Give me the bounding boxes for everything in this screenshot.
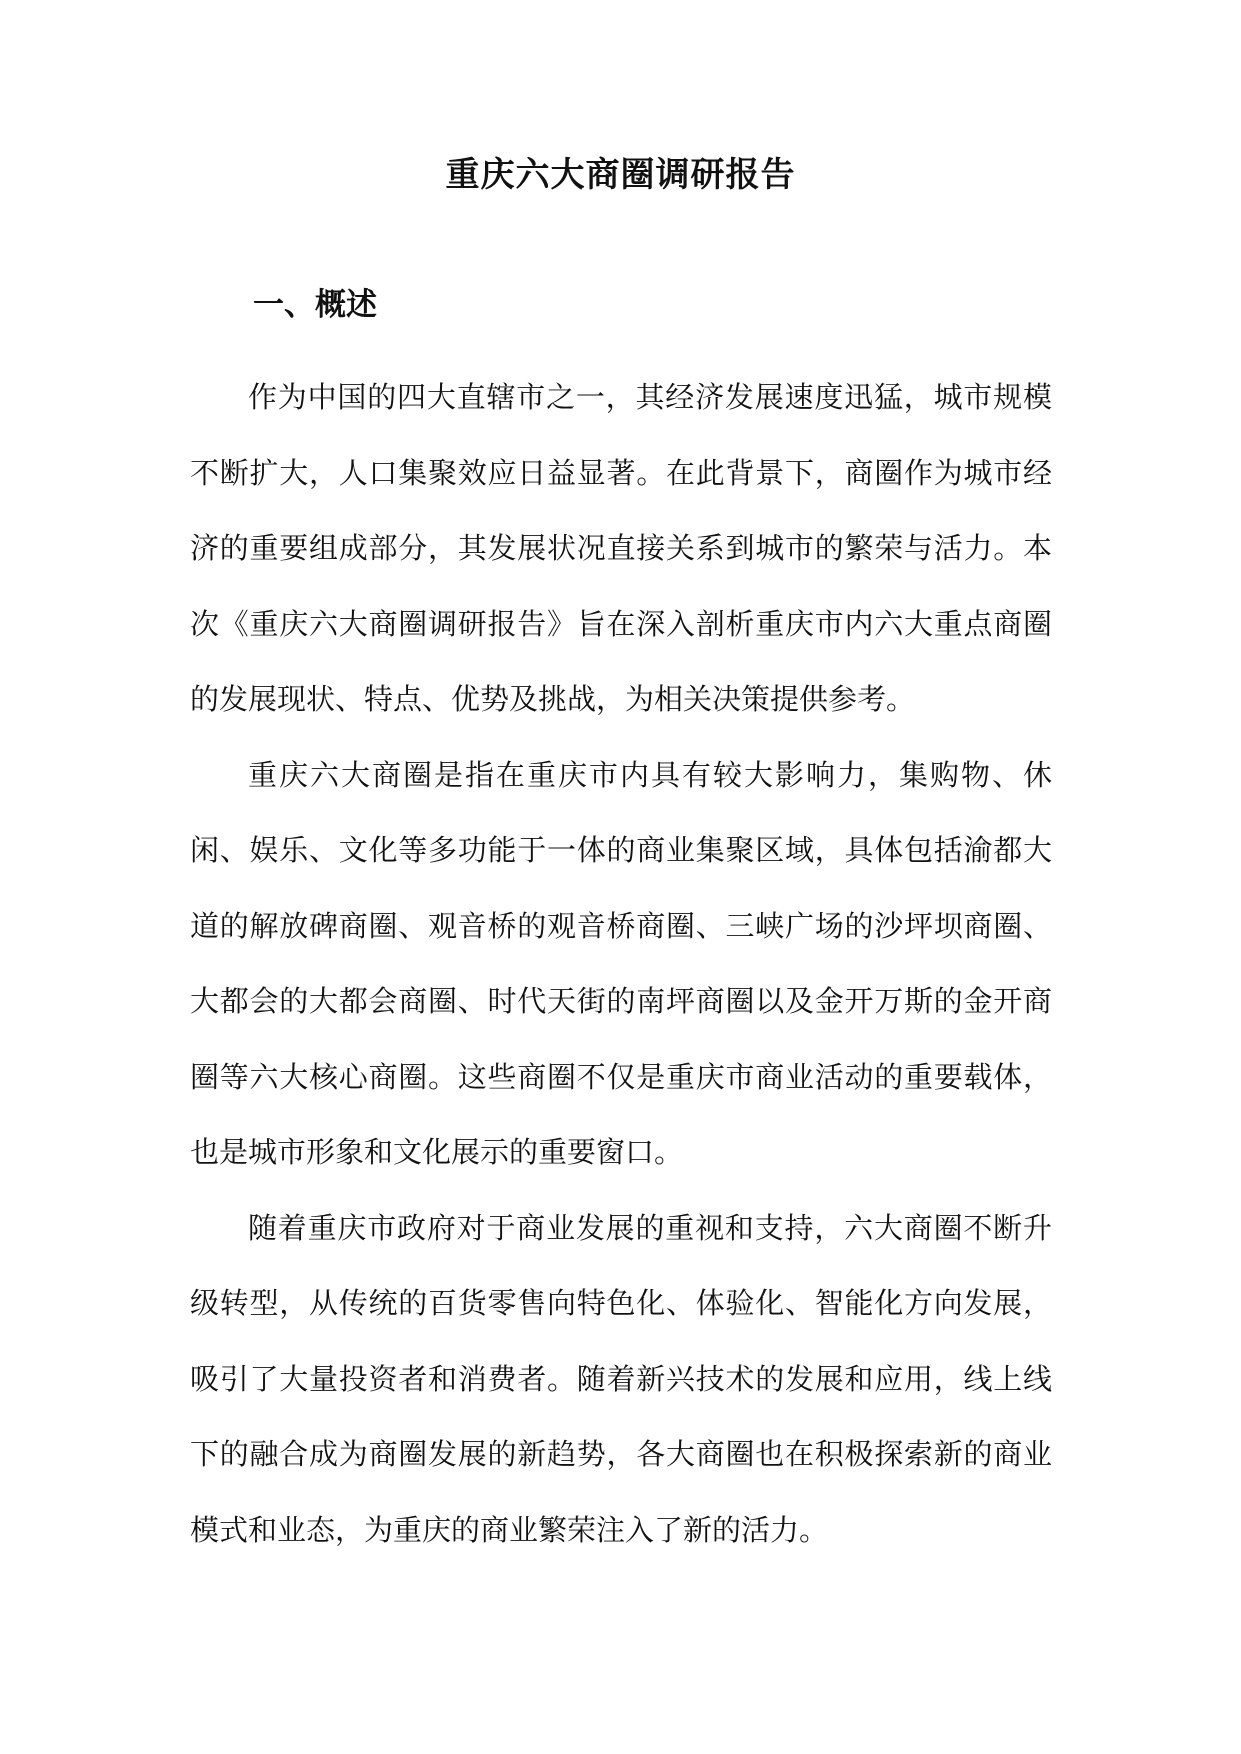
document-title: 重庆六大商圈调研报告 — [445, 155, 796, 195]
paragraph-2: 重庆六大商圈是指在重庆市内具有较大影响力，集购物、休闲、娱乐、文化等多功能于一体的商业集聚区域，具体包括渝都大道的解放碑商圈、观音桥的观音桥商圈、三峡广场的沙坪坝商圈、大都会的大都会商圈、时代天街的南坪商圈以及金开万斯的金开商圈等六大核心商圈。这些商圈不仅是重庆市商业活动的重要载体，也是城市形象和文化展示的重要窗口。 — [190, 757, 1052, 1169]
paragraph-3: 随着重庆市政府对于商业发展的重视和支持，六大商圈不断升级转型，从传统的百货零售向特色化、体验化、智能化方向发展，吸引了大量投资者和消费者。随着新兴技术的发展和应用，线上线下的融合成为商圈发展的新趋势，各大商圈也在积极探索新的商业模式和业态，为重庆的商业繁荣注入了新的活力。 — [190, 1210, 1052, 1547]
paragraph-1: 作为中国的四大直辖市之一，其经济发展速度迅猛，城市规模不断扩大，人口集聚效应日益显著。在此背景下，商圈作为城市经济的重要组成部分，其发展状况直接关系到城市的繁荣与活力。本次《重庆六大商圈调研报告》旨在深入剖析重庆市内六大重点商圈的发展现状、特点、优势及挑战，为相关决策提供参考。 — [190, 380, 1052, 716]
body-text — [190, 360, 1052, 1568]
section-heading-overview: 一、概述 — [253, 287, 377, 323]
